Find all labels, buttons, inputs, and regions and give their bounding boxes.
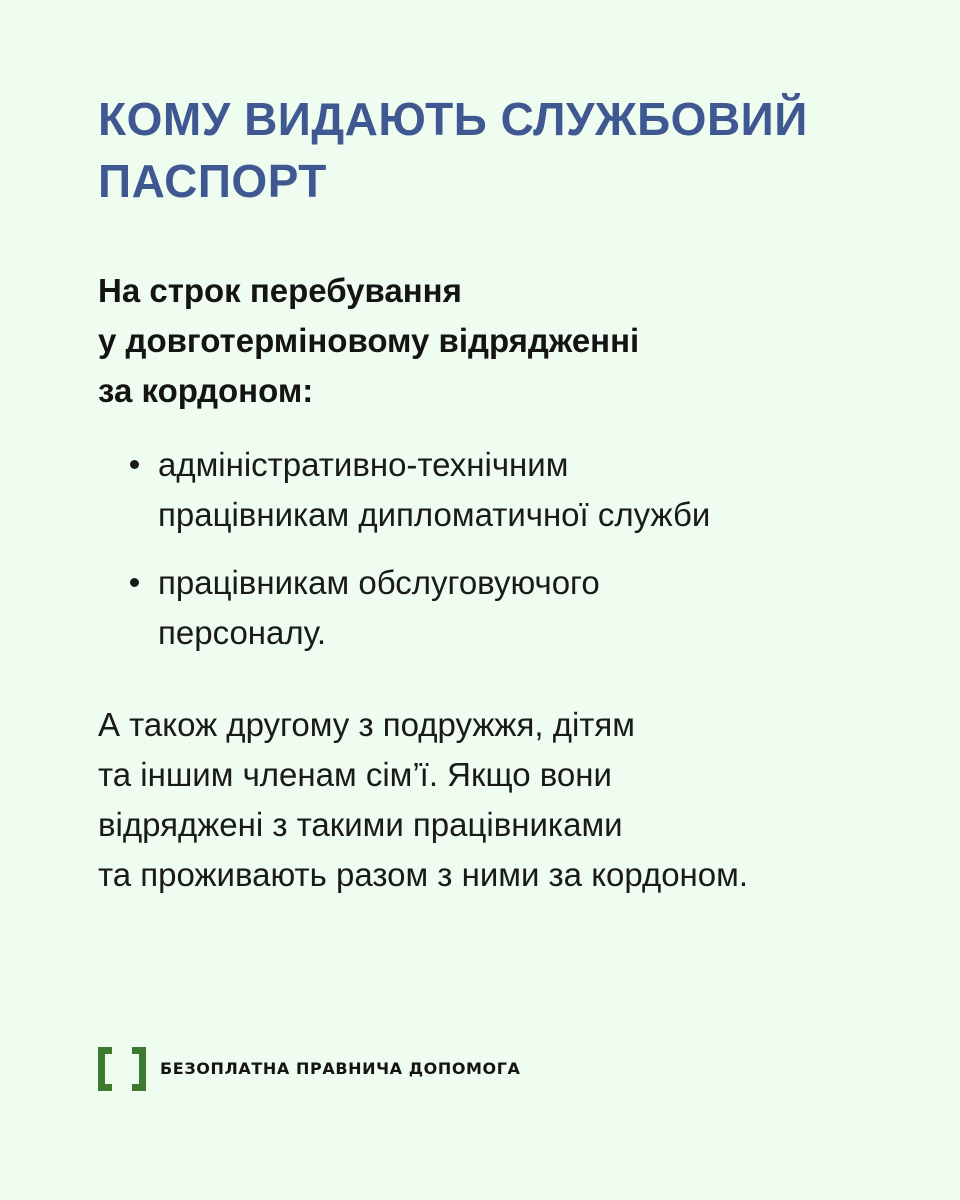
bullet-text-line-1: адміністративно-технічним [158,446,569,483]
organization-name: БЕЗОПЛАТНА ПРАВНИЧА ДОПОМОГА [160,1059,521,1078]
title-line-2: ПАСПОРТ [98,155,327,207]
paragraph-line-3: відряджені з такими працівниками [98,806,623,843]
paragraph-line-1: А також другому з подружжя, дітям [98,706,635,743]
bullet-item [98,440,898,540]
subheading-line-3: за кордоном: [98,372,314,409]
subheading-line-1: На строк перебування [98,272,462,309]
bullet-dot-icon [130,460,139,469]
bullet-text-line-2: персоналу. [158,614,326,651]
body-paragraph [98,700,898,900]
brackets-logo-icon [98,1047,146,1091]
page-title [98,88,898,212]
right-bracket-icon [132,1047,146,1091]
subheading [98,266,878,416]
bullet-list [98,440,898,676]
bullet-text-line-1: працівникам обслуговуючого [158,564,600,601]
footer-brand [98,1046,521,1092]
bullet-dot-icon [130,578,139,587]
left-bracket-icon [98,1047,112,1091]
paragraph-line-4: та проживають разом з ними за кордоном. [98,856,748,893]
bullet-item [98,558,898,658]
title-line-1: КОМУ ВИДАЮТЬ СЛУЖБОВИЙ [98,93,808,145]
subheading-line-2: у довготерміновому відрядженні [98,322,640,359]
paragraph-line-2: та іншим членам сім’ї. Якщо вони [98,756,612,793]
bullet-text-line-2: працівникам дипломатичної служби [158,496,711,533]
